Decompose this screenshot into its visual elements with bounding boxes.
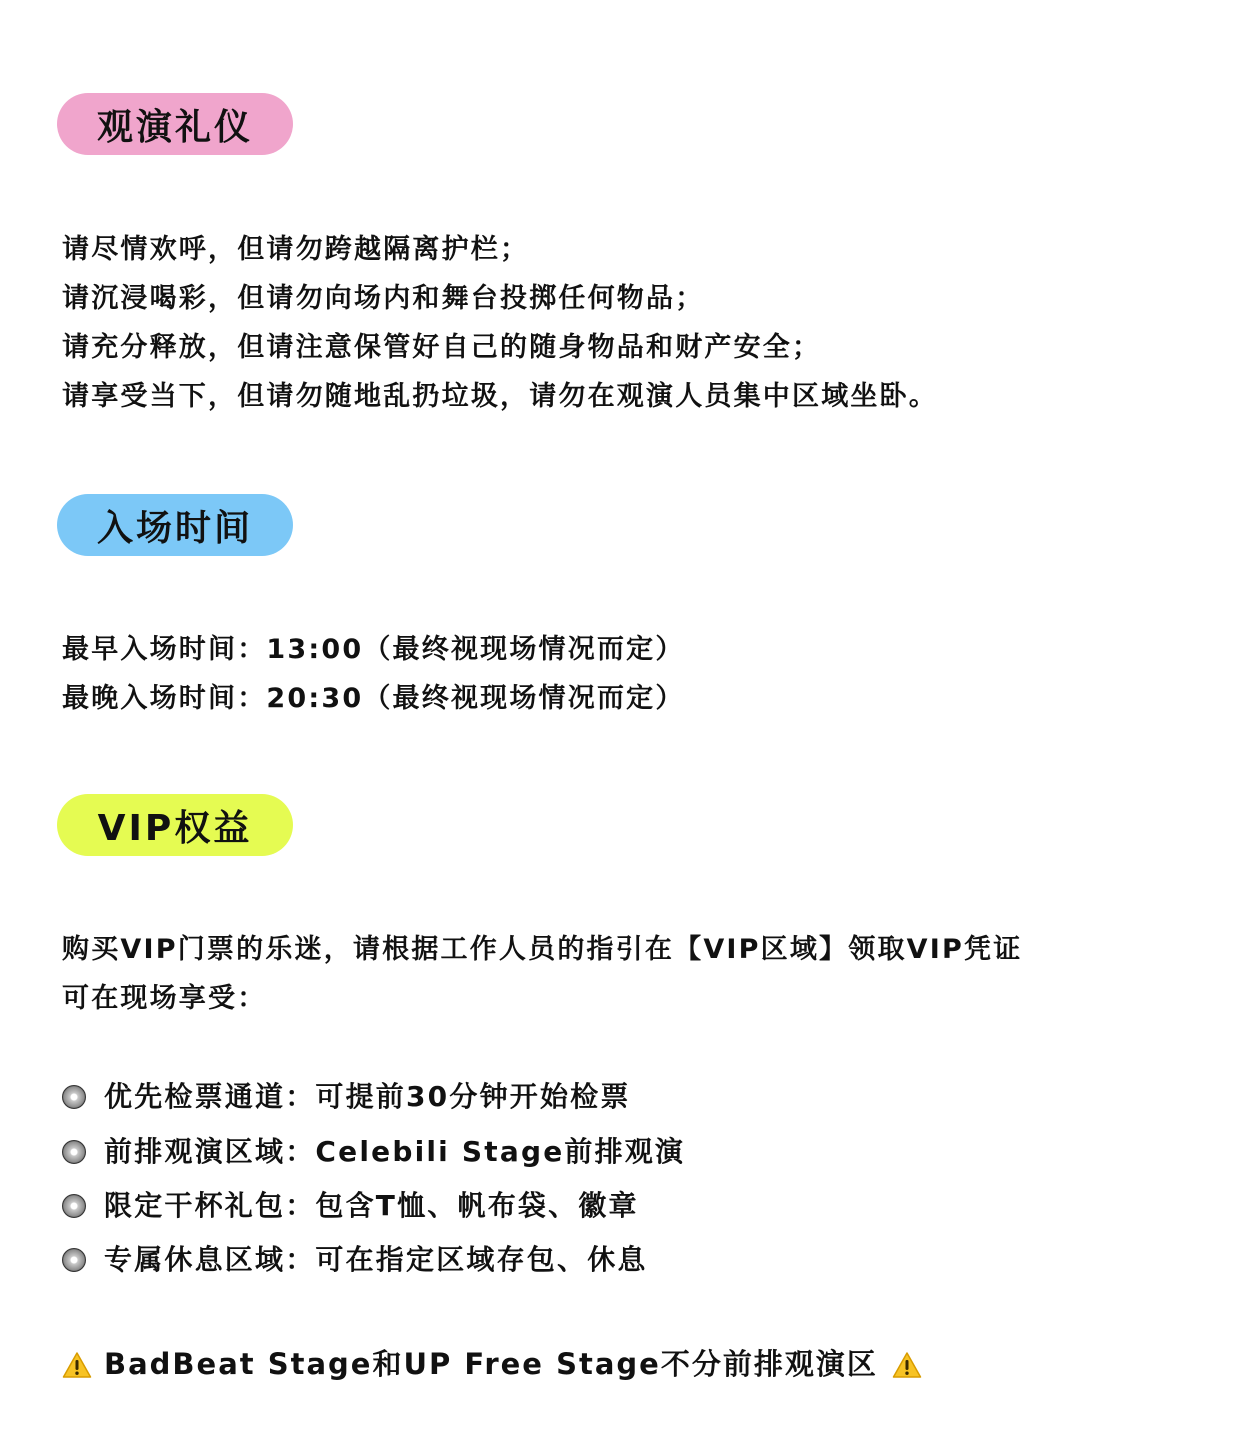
bullet-icon	[62, 1085, 86, 1109]
vip-intro-line: 购买VIP门票的乐迷，请根据工作人员的指引在【VIP区域】领取VIP凭证	[62, 934, 1023, 965]
warning-icon	[62, 1351, 92, 1379]
vip-intro-line: 可在现场享受：	[62, 983, 267, 1014]
vip-benefit-item	[62, 1080, 631, 1113]
bullet-icon	[62, 1248, 86, 1272]
vip-benefit-item	[62, 1135, 686, 1168]
vip-benefit-item	[62, 1189, 639, 1222]
vip-benefit-text: 专属休息区域：可在指定区域存包、休息	[104, 1243, 648, 1276]
vip-benefit-text: 优先检票通道：可提前30分钟开始检票	[104, 1080, 631, 1113]
etiquette-line: 请享受当下，但请勿随地乱扔垃圾，请勿在观演人员集中区域坐卧。	[62, 381, 938, 412]
entry-time-line: 最早入场时间：13:00（最终视现场情况而定）	[62, 634, 685, 665]
vip-notice-text: BadBeat Stage和UP Free Stage不分前排观演区	[104, 1347, 878, 1381]
section-title-entry-time: 入场时间	[57, 494, 293, 556]
vip-benefit-text: 限定干杯礼包：包含T恤、帆布袋、徽章	[104, 1189, 639, 1222]
vip-benefit-item	[62, 1243, 648, 1276]
bullet-icon	[62, 1140, 86, 1164]
section-title-etiquette: 观演礼仪	[57, 93, 293, 155]
section-title-vip: VIP权益	[57, 794, 293, 856]
etiquette-line: 请充分释放，但请注意保管好自己的随身物品和财产安全；	[62, 332, 822, 363]
bullet-icon	[62, 1194, 86, 1218]
etiquette-line: 请沉浸喝彩，但请勿向场内和舞台投掷任何物品；	[62, 283, 705, 314]
vip-benefit-text: 前排观演区域：Celebili Stage前排观演	[104, 1135, 686, 1168]
vip-notice	[62, 1347, 922, 1381]
etiquette-line: 请尽情欢呼，但请勿跨越隔离护栏；	[62, 234, 530, 265]
warning-icon	[892, 1351, 922, 1379]
entry-time-line: 最晚入场时间：20:30（最终视现场情况而定）	[62, 683, 685, 714]
